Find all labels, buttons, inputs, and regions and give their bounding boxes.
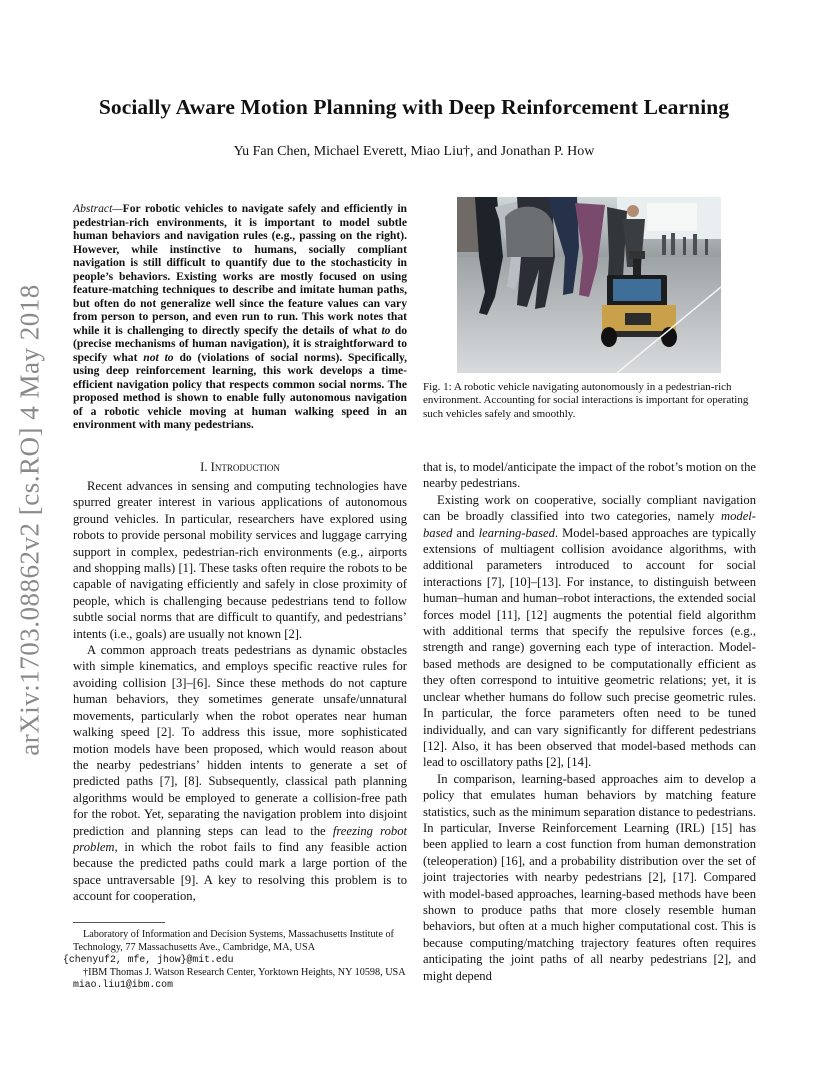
paper-title: Socially Aware Motion Planning with Deep Reinforcement Learning <box>98 95 730 119</box>
paragraph <box>423 492 756 771</box>
author-list: Yu Fan Chen, Michael Everett, Miao Liu†, and Jonathan P. How <box>233 144 595 159</box>
emphasis-text: model-based <box>423 509 756 540</box>
footnote <box>73 967 407 992</box>
footnote-email: miao.liu1@ibm.com <box>73 979 173 991</box>
body-column-right <box>423 459 756 984</box>
footnote-text: †IBM Thomas J. Watson Research Center, Yorktown Heights, NY 10598, USA <box>83 966 406 978</box>
paragraph-text: and <box>452 525 479 540</box>
paragraph: that is, to model/anticipate the impact of the robot’s motion on the nearby pedestrians. <box>423 460 756 491</box>
paragraph-text: , in which the robot fails to find any feasible action because the predicted paths could mark a large portion of the space untraversable [9]. A key to resolving this problem is to account for cooperation, <box>73 839 407 904</box>
footnote-text: Laboratory of Information and Decision Systems, Massachusetts Institute of Technology, 77 Massachusetts Ave., Cambridge, MA, USA <box>73 929 394 953</box>
paragraph: Recent advances in sensing and computing technologies have spurred greater interest in various applications of autonomous ground vehicles. In particular, researchers have explored using robots to provide personal mobility services and luggage carrying support in complex, pedestrian-rich environments (e.g., airports and shopping malls) [1]. These tasks often require the robots to be capable of navigating efficiently and safely in close proximity of people, which is challenging because pedestrians tend to follow subtle social norms that are difficult to quantify, and pedestrians’ intents (i.e., goals) are usually not known [2]. <box>73 479 407 641</box>
footnotes <box>63 929 407 992</box>
paragraph: In comparison, learning-based approaches aim to develop a policy that emulates human behaviors by matching feature statistics, such as the minimum separation distance to pedestrians. In particular, Inverse Reinforcement Learning (IRL) [15] has been applied to learn a cost function from human demonstration (teleoperation) [16], and a probability distribution over the set of joint trajectories with nearby pedestrians [2], [17]. Compared with model-based approaches, learning-based methods have been shown to produce paths that more closely resemble human behaviors, but often at a much higher computational cost. This is because computing/matching trajectory features often requires anticipating the joint paths of all nearby pedestrians [2], and might depend <box>423 771 756 983</box>
paragraph <box>73 642 407 905</box>
section-name: Introduction <box>210 460 280 474</box>
paragraph-text: A common approach treats pedestrians as dynamic obstacles with simple kinematics, and employs specific reactive rules for avoiding collision [3]–[6]. Since these methods do not capture human behaviors, they sometimes generate unsafe/unnatural movements, particularly when the robot operates near human walking speed [2]. To address this issue, more sophisticated motion models have been proposed, which would reason about the nearby pedestrians’ hidden intents to generate a set of predicted paths [7], [8]. Subsequently, classical path planning algorithms would be employed to generate a collision-free path for the robot. Yet, separating the navigation problem into disjoint prediction and planning steps can lead to the <box>73 643 407 838</box>
abstract <box>73 202 407 432</box>
emphasis-text: freezing robot problem <box>73 823 408 854</box>
abstract-text: do (precise mechanisms of human navigation), it is straightforward to specify what <box>73 323 408 364</box>
footnote-email: {chenyuf2, mfe, jhow}@mit.edu <box>63 954 234 966</box>
robot-pedestrian-photo <box>457 197 721 373</box>
abstract-text: do (violations of social norms). Specifically, using deep reinforcement learning, this work develops a time-efficient navigation policy that respects common social norms. The proposed method is shown to enable fully autonomous navigation of a robotic vehicle moving at human walking speed in an environment with many pedestrians. <box>73 350 407 431</box>
abstract-text: For robotic vehicles to navigate safely and efficiently in pedestrian-rich environments, it is important to model subtle human behaviors and navigation rules (e.g., passing on the right). However, while instinctive to humans, socially compliant navigation is still difficult to quantify due to the stochasticity in people’s behaviors. Existing works are mostly focused on using feature-matching techniques to describe and imitate human paths, but often do not generalize well since the feature values can vary from person to person, and even run to run. This work notes that while it is challenging to directly specify the details of what <box>73 202 407 337</box>
footnote-rule <box>73 922 165 923</box>
abstract-emphasis: not to <box>143 350 174 364</box>
arxiv-identifier <box>10 284 50 756</box>
emphasis-text: learning-based <box>478 525 555 540</box>
section-heading-introduction <box>73 460 407 475</box>
body-column-left <box>73 478 407 905</box>
figure-caption: Fig. 1: A robotic vehicle navigating autonomously in a pedestrian-rich environment. Accounting for social interactions is important for operating such vehicles safely and smoothly. <box>423 381 749 420</box>
arxiv-stamp-text: arXiv:1703.08862v2 [cs.RO] 4 May 2018 <box>14 284 45 756</box>
section-number: I. <box>200 460 211 474</box>
abstract-label: Abstract— <box>73 202 123 215</box>
footnote <box>63 929 407 967</box>
figure-photo <box>457 197 721 373</box>
paragraph-text: . Model-based approaches are typically extensions of multiagent collision avoidance algorithms, with additional parameters introduced to account for social interactions [7], [10]–[13]. For instance, to distinguish between human–human and human–robot interactions, the extended social forces model [11], [12] augments the potential field algorithm with additional terms that specify the repulsive forces (e.g., strength and range) governing each type of interaction. Model-based methods are designed to be computationally efficient as they often correspond to intuitive geometric relations; yet, it is unclear whether humans do follow such precise geometric rules. In particular, the force parameters often need to be tuned individually, and can vary significantly for different pedestrians [12]. Also, it has been observed that model-based methods can lead to oscillatory paths [2], [14]. <box>423 525 756 770</box>
paragraph-text: Existing work on cooperative, socially compliant navigation can be broadly classified into two categories, namely <box>423 492 756 524</box>
abstract-emphasis: to <box>381 323 391 337</box>
